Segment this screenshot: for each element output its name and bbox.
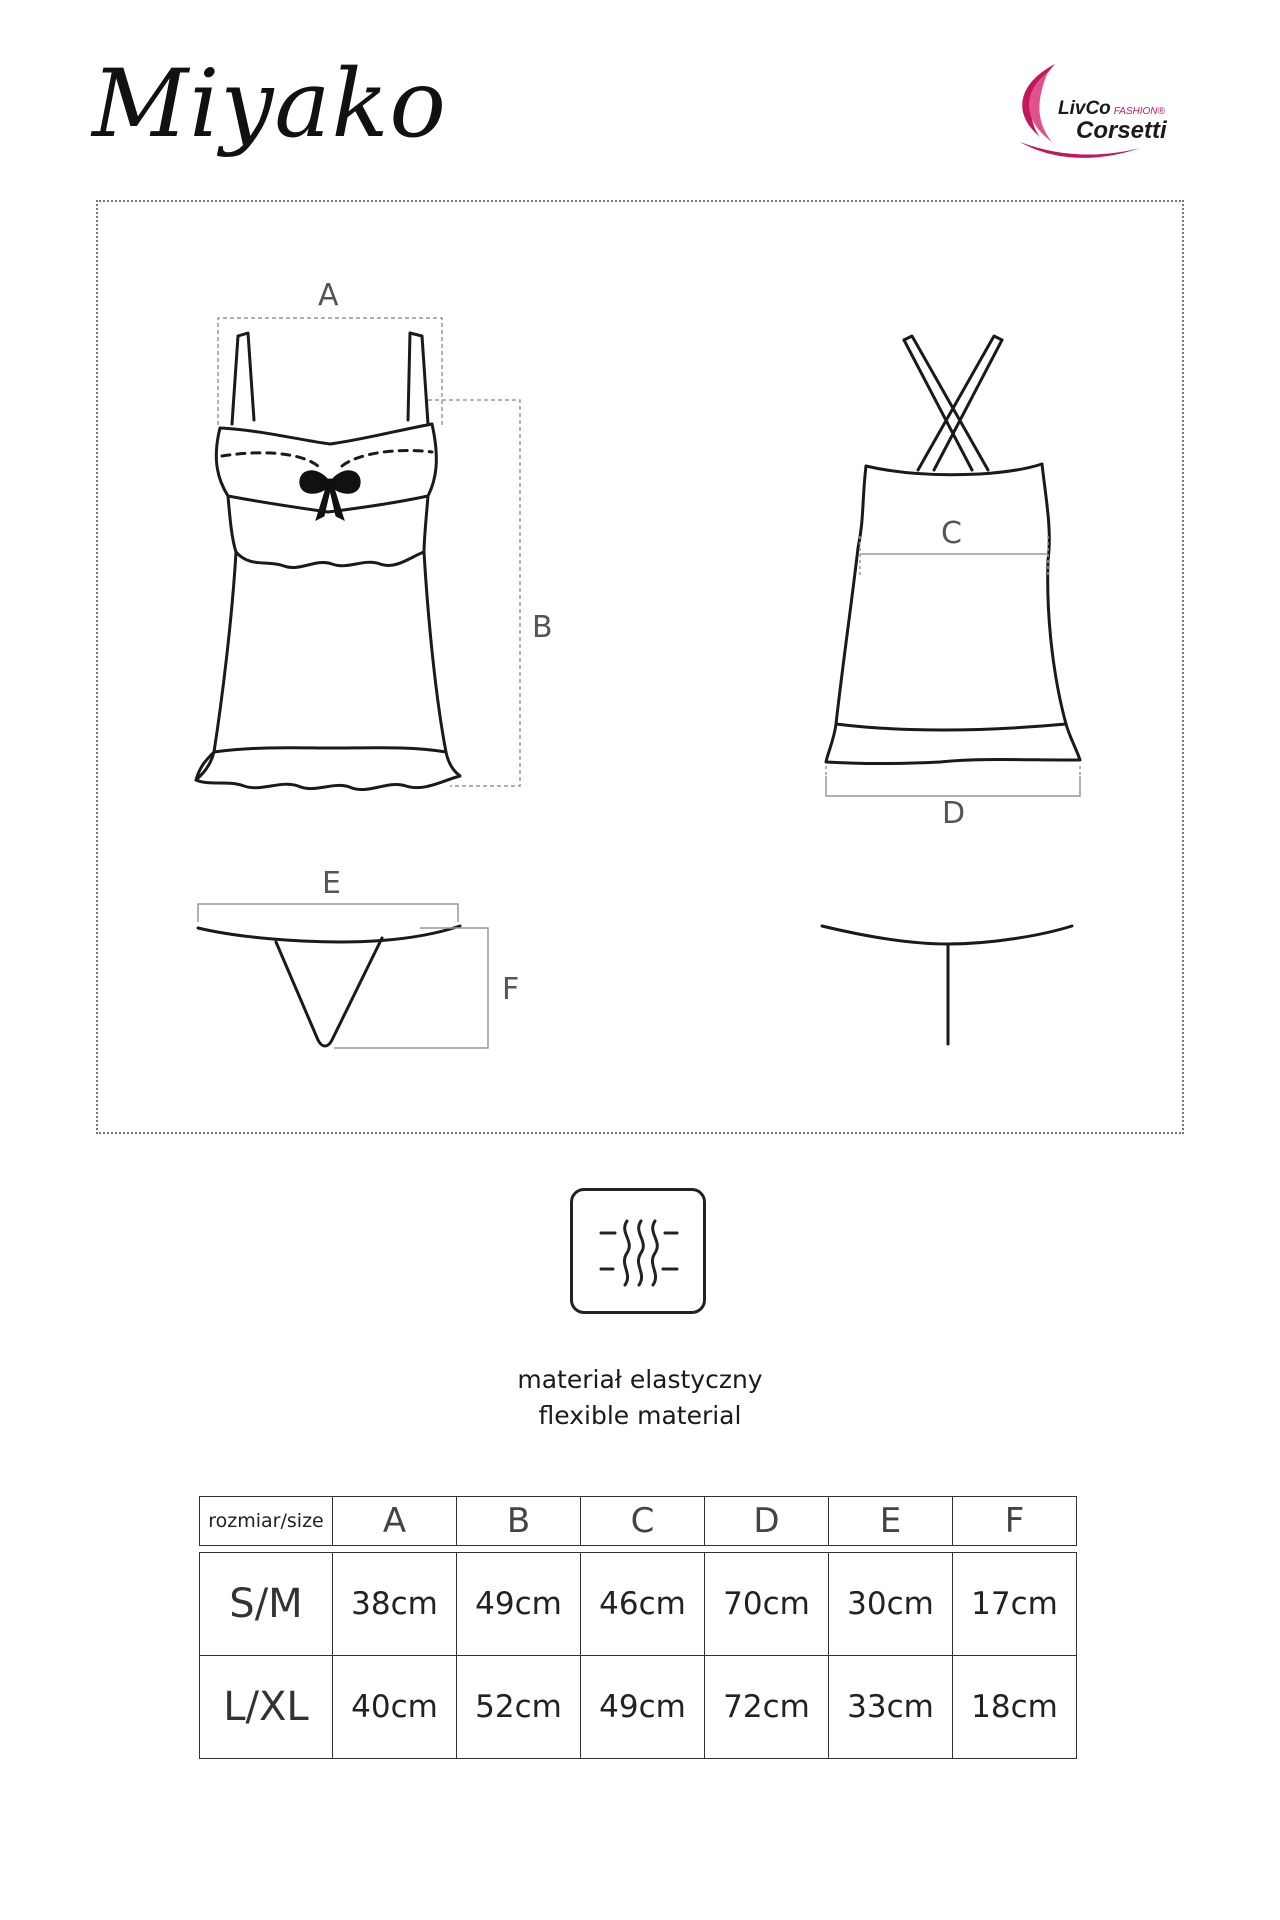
size-value: 72cm [705, 1656, 829, 1759]
material-description [440, 1362, 840, 1434]
size-value: 30cm [829, 1553, 953, 1656]
size-column-b: B [457, 1497, 581, 1546]
size-value: 40cm [333, 1656, 457, 1759]
size-column-e: E [829, 1497, 953, 1546]
flexible-material-icon [570, 1188, 706, 1314]
dimension-guides-back [826, 536, 1080, 796]
thong-front-drawing [198, 926, 460, 1046]
size-column-a: A [333, 1497, 457, 1546]
thong-back-drawing [822, 926, 1072, 1044]
material-text-en: flexible material [538, 1401, 742, 1430]
size-table [199, 1496, 1077, 1759]
dimension-label-a: A [318, 278, 339, 313]
chemise-front-drawing [196, 333, 460, 790]
table-row [200, 1553, 1077, 1656]
dimension-guides-thong [198, 904, 488, 1048]
size-label: L/XL [200, 1656, 333, 1759]
size-label: S/M [200, 1553, 333, 1656]
size-value: 52cm [457, 1656, 581, 1759]
dimension-label-e: E [322, 866, 341, 901]
dimension-label-f: F [502, 972, 520, 1007]
size-value: 18cm [953, 1656, 1077, 1759]
size-value: 49cm [581, 1656, 705, 1759]
dimension-label-c: C [941, 516, 962, 551]
product-title: Miyako [92, 50, 448, 159]
size-value: 38cm [333, 1553, 457, 1656]
table-row [200, 1656, 1077, 1759]
size-value: 70cm [705, 1553, 829, 1656]
dimension-label-d: D [942, 796, 966, 831]
size-value: 33cm [829, 1656, 953, 1759]
material-text-pl: materiał elastyczny [517, 1365, 763, 1394]
size-column-d: D [705, 1497, 829, 1546]
size-value: 46cm [581, 1553, 705, 1656]
size-value: 49cm [457, 1553, 581, 1656]
size-table-header [200, 1497, 1077, 1546]
size-column-f: F [953, 1497, 1077, 1546]
brand-name-corsetti: Corsetti [1076, 117, 1167, 144]
size-table-corner: rozmiar/size [200, 1497, 333, 1546]
size-column-c: C [581, 1497, 705, 1546]
dimension-label-b: B [532, 610, 553, 645]
size-value: 17cm [953, 1553, 1077, 1656]
brand-name-livco: LivCo FASHION® [1058, 98, 1165, 119]
dimension-guides-front [218, 318, 520, 786]
